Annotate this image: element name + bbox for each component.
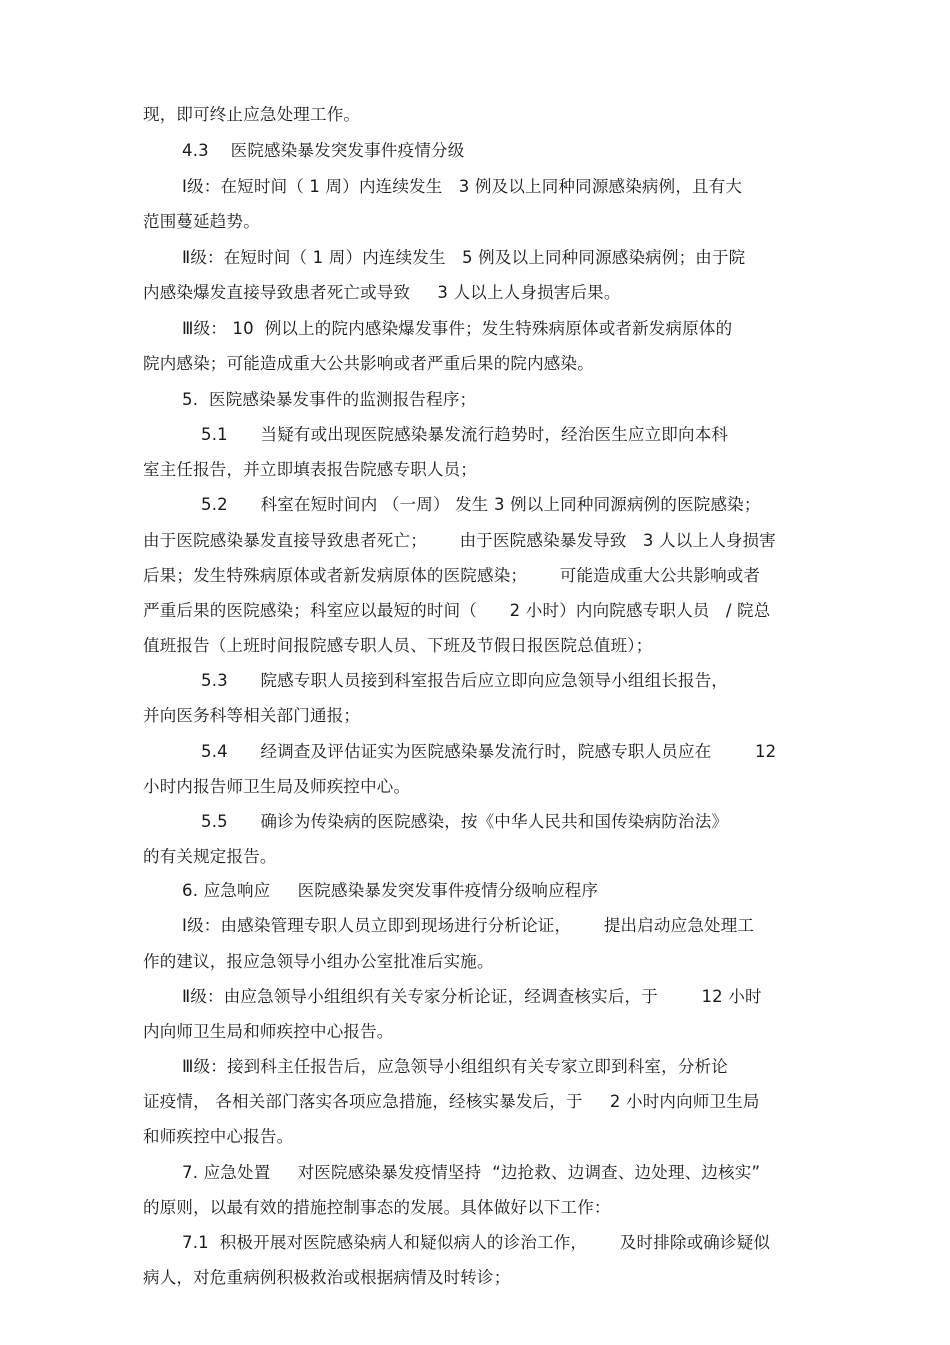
section-heading: 6. 应急响应 医院感染暴发突发事件疫情分级响应程序 — [182, 881, 599, 900]
text-line: 的原则，以最有效的措施控制事态的发展。具体做好以下工作： — [143, 1198, 611, 1217]
text-line: 5.3 院感专职人员接到科室报告后应立即向应急领导小组组长报告， — [201, 671, 729, 690]
text-line: Ⅱ级：在短时间（ 1 周）内连续发生 5 例及以上同种同源感染病例；由于院 — [182, 248, 746, 267]
text-line: 作的建议，报应急领导小组办公室批准后实施。 — [143, 952, 494, 971]
text-line: Ⅲ级：接到科主任报告后，应急领导小组组织有关专家立即到科室，分析论 — [182, 1057, 728, 1076]
text-line: 范围蔓延趋势。 — [143, 212, 260, 231]
text-line: Ⅰ级：在短时间（ 1 周）内连续发生 3 例及以上同种同源感染病例，且有大 — [182, 177, 743, 196]
text-line: 证疫情， 各相关部门落实各项应急措施，经核实暴发后，于 2 小时内向师卫生局 — [143, 1092, 760, 1111]
text-line: 5.4 经调查及评估证实为医院感染暴发流行时，院感专职人员应在 12 — [201, 742, 777, 761]
text-line: 并向医务科等相关部门通报； — [143, 706, 361, 725]
text-line: 室主任报告，并立即填表报告院感专职人员； — [143, 460, 477, 479]
section-heading: 4.3 医院感染暴发突发事件疫情分级 — [182, 141, 465, 160]
text-line: 院内感染；可能造成重大公共影响或者严重后果的院内感染。 — [143, 354, 594, 373]
text-line: 现，即可终止应急处理工作。 — [143, 105, 361, 124]
text-line: 病人，对危重病例积极救治或根据病情及时转诊； — [143, 1268, 511, 1287]
text-line: 7.1 积极开展对医院感染病人和疑似病人的诊治工作， 及时排除或确诊疑似 — [182, 1233, 771, 1252]
text-line: 内向师卫生局和师疾控中心报告。 — [143, 1022, 394, 1041]
text-line: Ⅰ级：由感染管理专职人员立即到现场进行分析论证， 提出启动应急处理工 — [182, 916, 755, 935]
text-line: 值班报告（上班时间报院感专职人员、下班及节假日报医院总值班）； — [143, 636, 653, 655]
text-line: 的有关规定报告。 — [143, 847, 277, 866]
text-line: 和师疾控中心报告。 — [143, 1127, 294, 1146]
text-line: 5.1 当疑有或出现医院感染暴发流行趋势时，经治医生应立即向本科 — [201, 425, 729, 444]
text-line: 严重后果的医院感染；科室应以最短的时间（ 2 小时）内向院感专职人员 / 院总 — [143, 601, 771, 620]
text-line: 由于医院感染暴发直接导致患者死亡； 由于医院感染暴发导致 3 人以上人身损害 — [143, 531, 776, 550]
text-line: 5.2 科室在短时间内 （一周） 发生 3 例以上同种同源病例的医院感染； — [201, 495, 761, 514]
text-line: 后果；发生特殊病原体或者新发病原体的医院感染； 可能造成重大公共影响或者 — [143, 566, 761, 585]
text-line: 5.5 确诊为传染病的医院感染，按《中华人民共和国传染病防治法》 — [201, 812, 729, 831]
text-line: 小时内报告师卫生局及师疾控中心。 — [143, 777, 411, 796]
text-line: 内感染爆发直接导致患者死亡或导致 3 人以上人身损害后果。 — [143, 283, 621, 302]
text-line: Ⅲ级： 10 例以上的院内感染爆发事件；发生特殊病原体或者新发病原体的 — [182, 319, 733, 338]
section-heading: 7. 应急处置 对医院感染暴发疫情坚持 “边抢救、边调查、边处理、边核实” — [182, 1163, 761, 1182]
section-heading: 5. 医院感染暴发事件的监测报告程序； — [182, 390, 477, 409]
text-line: Ⅱ级：由应急领导小组组织有关专家分析论证，经调查核实后，于 12 小时 — [182, 987, 762, 1006]
